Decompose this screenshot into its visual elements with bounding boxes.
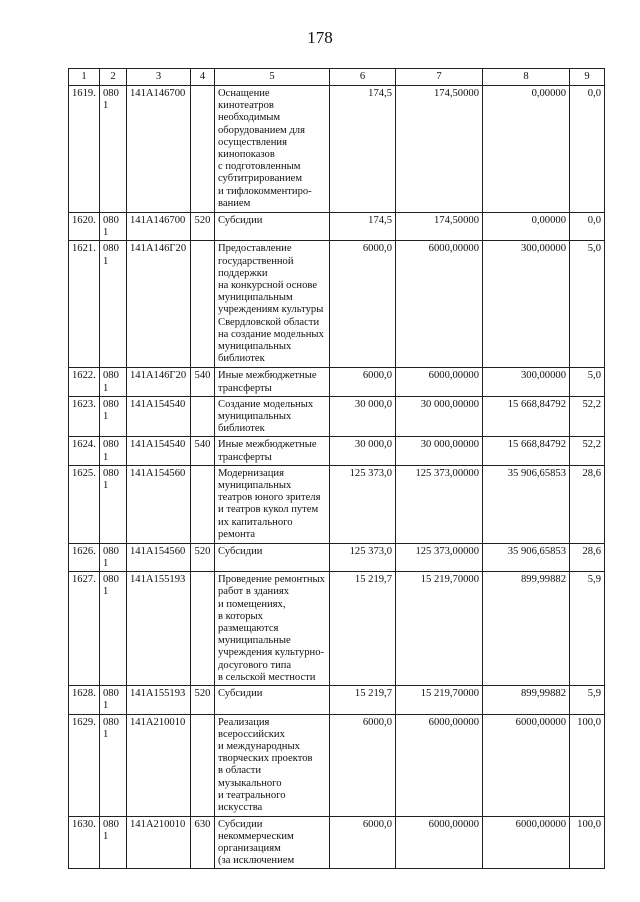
expense-type-cell — [191, 714, 215, 816]
percent-cell: 52,2 — [570, 396, 605, 437]
section-code-cell: 0801 — [100, 241, 127, 368]
table-row — [69, 86, 605, 213]
executed-amount-cell: 35 906,65853 — [483, 543, 570, 571]
item-name-cell: Иные межбюджетные трансферты — [215, 368, 330, 396]
page-number: 178 — [307, 28, 333, 47]
table-row — [69, 686, 605, 714]
expense-type-cell: 630 — [191, 816, 215, 869]
expense-type-cell — [191, 465, 215, 543]
approved-amount-cell: 174,50000 — [396, 213, 483, 241]
target-article-cell: 141A155193 — [127, 686, 191, 714]
item-name-cell: Оснащение кинотеатров необходимым оборудованием для осуществления кинопоказов с подготовленным субтитрированием и тифлокомментиро- ванием — [215, 86, 330, 213]
planned-amount-cell: 30 000,0 — [330, 437, 396, 465]
executed-amount-cell: 15 668,84792 — [483, 437, 570, 465]
table-row — [69, 213, 605, 241]
executed-amount-cell: 15 668,84792 — [483, 396, 570, 437]
planned-amount-cell: 125 373,0 — [330, 465, 396, 543]
target-article-cell: 141A154540 — [127, 396, 191, 437]
percent-cell: 5,9 — [570, 572, 605, 686]
row-number-cell: 1619. — [69, 86, 100, 213]
expense-type-cell: 540 — [191, 437, 215, 465]
section-code-cell: 0801 — [100, 437, 127, 465]
header-cell: 6 — [330, 69, 396, 86]
approved-amount-cell: 6000,00000 — [396, 241, 483, 368]
section-code-cell: 0801 — [100, 86, 127, 213]
header-cell: 9 — [570, 69, 605, 86]
approved-amount-cell: 30 000,00000 — [396, 437, 483, 465]
approved-amount-cell: 6000,00000 — [396, 714, 483, 816]
header-cell: 3 — [127, 69, 191, 86]
percent-cell: 5,0 — [570, 241, 605, 368]
expense-type-cell: 520 — [191, 213, 215, 241]
executed-amount-cell: 35 906,65853 — [483, 465, 570, 543]
row-number-cell: 1621. — [69, 241, 100, 368]
item-name-cell: Реализация всероссийских и международных творческих проектов в области музыкального и театрального искусства — [215, 714, 330, 816]
table-row — [69, 437, 605, 465]
item-name-cell: Предоставление государственной поддержки на конкурсной основе муниципальным учреждениям культуры Свердловской области на создание модельных муниципальных библиотек — [215, 241, 330, 368]
expense-type-cell: 540 — [191, 368, 215, 396]
row-number-cell: 1629. — [69, 714, 100, 816]
row-number-cell: 1630. — [69, 816, 100, 869]
approved-amount-cell: 30 000,00000 — [396, 396, 483, 437]
row-number-cell: 1625. — [69, 465, 100, 543]
executed-amount-cell: 0,00000 — [483, 86, 570, 213]
target-article-cell: 141A154560 — [127, 465, 191, 543]
approved-amount-cell: 174,50000 — [396, 86, 483, 213]
executed-amount-cell: 899,99882 — [483, 572, 570, 686]
approved-amount-cell: 15 219,70000 — [396, 686, 483, 714]
item-name-cell: Субсидии — [215, 686, 330, 714]
budget-table — [68, 68, 605, 869]
section-code-cell: 0801 — [100, 396, 127, 437]
header-cell: 1 — [69, 69, 100, 86]
target-article-cell: 141A210010 — [127, 816, 191, 869]
row-number-cell: 1627. — [69, 572, 100, 686]
table-row — [69, 241, 605, 368]
planned-amount-cell: 15 219,7 — [330, 686, 396, 714]
approved-amount-cell: 6000,00000 — [396, 816, 483, 869]
executed-amount-cell: 899,99882 — [483, 686, 570, 714]
expense-type-cell — [191, 241, 215, 368]
planned-amount-cell: 6000,0 — [330, 816, 396, 869]
table-row — [69, 714, 605, 816]
expense-type-cell: 520 — [191, 686, 215, 714]
table-row — [69, 543, 605, 571]
percent-cell: 5,0 — [570, 368, 605, 396]
row-number-cell: 1626. — [69, 543, 100, 571]
approved-amount-cell: 125 373,00000 — [396, 465, 483, 543]
target-article-cell: 141A146700 — [127, 86, 191, 213]
executed-amount-cell: 6000,00000 — [483, 714, 570, 816]
expense-type-cell — [191, 86, 215, 213]
approved-amount-cell: 125 373,00000 — [396, 543, 483, 571]
row-number-cell: 1623. — [69, 396, 100, 437]
executed-amount-cell: 6000,00000 — [483, 816, 570, 869]
item-name-cell: Субсидии — [215, 543, 330, 571]
item-name-cell: Создание модельных муниципальных библиотек — [215, 396, 330, 437]
target-article-cell: 141A146Г20 — [127, 241, 191, 368]
expense-type-cell — [191, 396, 215, 437]
section-code-cell: 0801 — [100, 686, 127, 714]
row-number-cell: 1624. — [69, 437, 100, 465]
header-cell: 8 — [483, 69, 570, 86]
percent-cell: 52,2 — [570, 437, 605, 465]
approved-amount-cell: 15 219,70000 — [396, 572, 483, 686]
item-name-cell: Субсидии — [215, 213, 330, 241]
table-body — [69, 86, 605, 869]
approved-amount-cell: 6000,00000 — [396, 368, 483, 396]
percent-cell: 5,9 — [570, 686, 605, 714]
planned-amount-cell: 30 000,0 — [330, 396, 396, 437]
row-number-cell: 1628. — [69, 686, 100, 714]
planned-amount-cell: 6000,0 — [330, 241, 396, 368]
planned-amount-cell: 174,5 — [330, 213, 396, 241]
expense-type-cell — [191, 572, 215, 686]
item-name-cell: Субсидии некоммерческим организациям (за исключением — [215, 816, 330, 869]
executed-amount-cell: 0,00000 — [483, 213, 570, 241]
planned-amount-cell: 6000,0 — [330, 368, 396, 396]
expense-type-cell: 520 — [191, 543, 215, 571]
percent-cell: 100,0 — [570, 714, 605, 816]
section-code-cell: 0801 — [100, 714, 127, 816]
target-article-cell: 141A154540 — [127, 437, 191, 465]
section-code-cell: 0801 — [100, 213, 127, 241]
table-row — [69, 572, 605, 686]
planned-amount-cell: 125 373,0 — [330, 543, 396, 571]
section-code-cell: 0801 — [100, 816, 127, 869]
header-cell: 5 — [215, 69, 330, 86]
percent-cell: 28,6 — [570, 465, 605, 543]
percent-cell: 0,0 — [570, 213, 605, 241]
target-article-cell: 141A155193 — [127, 572, 191, 686]
header-cell: 2 — [100, 69, 127, 86]
table-row — [69, 368, 605, 396]
section-code-cell: 0801 — [100, 543, 127, 571]
executed-amount-cell: 300,00000 — [483, 368, 570, 396]
planned-amount-cell: 15 219,7 — [330, 572, 396, 686]
executed-amount-cell: 300,00000 — [483, 241, 570, 368]
table-row — [69, 465, 605, 543]
header-cell: 4 — [191, 69, 215, 86]
planned-amount-cell: 174,5 — [330, 86, 396, 213]
header-cell: 7 — [396, 69, 483, 86]
item-name-cell: Проведение ремонтных работ в зданиях и помещениях, в которых размещаются муниципальные учреждения культурно- досугового типа в сельской местности — [215, 572, 330, 686]
row-number-cell: 1622. — [69, 368, 100, 396]
target-article-cell: 141A146Г20 — [127, 368, 191, 396]
percent-cell: 28,6 — [570, 543, 605, 571]
target-article-cell: 141A210010 — [127, 714, 191, 816]
percent-cell: 100,0 — [570, 816, 605, 869]
section-code-cell: 0801 — [100, 465, 127, 543]
row-number-cell: 1620. — [69, 213, 100, 241]
section-code-cell: 0801 — [100, 572, 127, 686]
target-article-cell: 141A146700 — [127, 213, 191, 241]
header-row — [69, 69, 605, 86]
percent-cell: 0,0 — [570, 86, 605, 213]
table-row — [69, 816, 605, 869]
target-article-cell: 141A154560 — [127, 543, 191, 571]
table-row — [69, 396, 605, 437]
item-name-cell: Модернизация муниципальных театров юного зрителя и театров кукол путем их капитального ремонта — [215, 465, 330, 543]
section-code-cell: 0801 — [100, 368, 127, 396]
planned-amount-cell: 6000,0 — [330, 714, 396, 816]
item-name-cell: Иные межбюджетные трансферты — [215, 437, 330, 465]
